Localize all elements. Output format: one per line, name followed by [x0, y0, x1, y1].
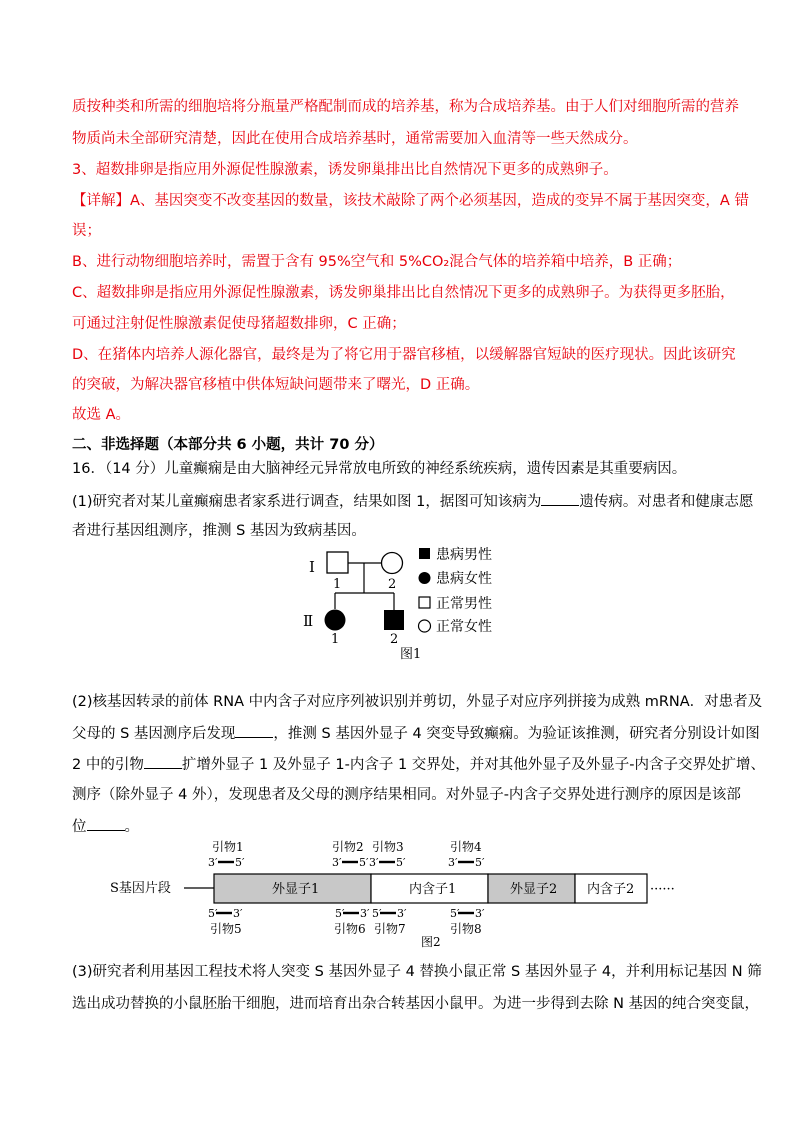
answer-line-2: 物质尚未全部研究清楚，因此在使用合成培养基时，通常需要加入血清等一些天然成分。 — [72, 131, 638, 147]
q16-part3-line1: (3)研究者利用基因工程技术将人突变 S 基因外显子 4 替换小鼠正常 S 基因外显子 4，并利用标记基因 N 筛 — [72, 964, 762, 980]
svg-text:3′: 3′ — [448, 856, 458, 869]
svg-text:5′: 5′ — [359, 856, 369, 869]
q16-part2-text-e: 位 — [72, 819, 87, 835]
q16-part1-text-b: 遗传病。对患者和健康志愿 — [579, 494, 754, 510]
primer-6 — [334, 907, 370, 936]
answer-line-10: 的突破，为解决器官移植中供体短缺问题带来了曙光，D 正确。 — [72, 377, 480, 393]
svg-text:引物4: 引物4 — [450, 840, 482, 854]
gene-segment-label: S基因片段 — [110, 881, 171, 896]
svg-text:外显子2: 外显子2 — [510, 882, 558, 897]
parent-male-normal — [327, 552, 348, 573]
figure1-caption: 图1 — [400, 647, 422, 662]
svg-text:3′: 3′ — [208, 856, 218, 869]
answer-line-11: 故选 A。 — [72, 407, 131, 423]
primer-1 — [208, 839, 245, 869]
svg-text:3′: 3′ — [233, 907, 243, 920]
detail-tag: 【详解】 — [72, 193, 130, 209]
q16-part2-line5 — [72, 816, 139, 837]
detail-text: A、基因突变不改变基因的数量，该技术敲除了两个必须基因，造成的变异不属于基因突变，A 错 — [130, 193, 749, 209]
child-male-affected — [384, 610, 404, 630]
primer-4 — [448, 839, 485, 869]
answer-line-4 — [72, 191, 749, 211]
answer-line-6: B、进行动物细胞培养时，需置于含有 95%空气和 5%CO₂混合气体的培养箱中培养，B 正确； — [72, 254, 682, 270]
svg-text:3′: 3′ — [360, 907, 370, 920]
svg-text:1: 1 — [331, 632, 340, 647]
q16-part3-line2: 选出成功替换的小鼠胚胎干细胞，进而培育出杂合转基因小鼠甲。为进一步得到去除 N 基因的纯合突变鼠， — [72, 996, 760, 1012]
primer-7 — [372, 907, 407, 936]
legend-normal-female: 正常女性 — [436, 619, 492, 635]
primer-2 — [332, 839, 369, 869]
q16-part1-line1 — [72, 491, 753, 512]
svg-text:引物6: 引物6 — [334, 922, 366, 936]
svg-text:3′: 3′ — [332, 856, 342, 869]
q16-part2-text-f: 。 — [124, 819, 139, 835]
answer-line-5: 误； — [72, 223, 101, 239]
svg-text:5′: 5′ — [335, 907, 345, 920]
svg-text:2: 2 — [388, 577, 397, 592]
q16-part2-text-a: 父母的 S 基因测序后发现 — [72, 726, 236, 742]
svg-text:5′: 5′ — [396, 856, 406, 869]
primer-3 — [369, 839, 406, 869]
legend-affected-male: 患病男性 — [436, 547, 492, 563]
answer-line-7: C、超数排卵是指应用外源促性腺激素，诱发卵巢排出比自然情况下更多的成熟卵子。为获得更多胚胎， — [72, 285, 735, 301]
primer-8 — [450, 907, 485, 936]
svg-text:5′: 5′ — [372, 907, 382, 920]
answer-line-9: D、在猪体内培养人源化器官，最终是为了将它用于器官移植，以缓解器官短缺的医疗现状。因此该研究 — [72, 347, 736, 363]
q16-part2-line4: 测序（除外显子 4 外），发现患者及父母的测序结果相同。对外显子-内含子交界处进行测序的原因是该部 — [72, 787, 741, 803]
answer-blank[interactable] — [541, 491, 579, 506]
answer-line-1: 质按种类和所需的细胞培将分瓶量严格配制而成的培养基，称为合成培养基。由于人们对细胞所需的营养 — [72, 99, 739, 115]
q16-part2-text-c: 2 中的引物 — [72, 757, 144, 773]
svg-text:引物8: 引物8 — [450, 922, 482, 936]
q16-part1-text-a: (1)研究者对某儿童癫痫患者家系进行调查，结果如图 1，据图可知该病为 — [72, 494, 542, 510]
svg-text:3′: 3′ — [475, 907, 485, 920]
continuation-ellipsis: ······ — [650, 882, 675, 897]
q16-part2-line1: (2)核基因转录的前体 RNA 中内含子对应序列被识别并剪切，外显子对应序列拼接为成熟 mRNA．对患者及 — [72, 694, 763, 710]
answer-line-3: 3、超数排卵是指应用外源促性腺激素，诱发卵巢排出比自然情况下更多的成熟卵子。 — [72, 162, 618, 178]
svg-text:引物5: 引物5 — [210, 922, 242, 936]
svg-text:引物7: 引物7 — [374, 922, 406, 936]
svg-text:5′: 5′ — [208, 907, 218, 920]
generation-II-label: Ⅱ — [303, 612, 314, 630]
legend-normal-male: 正常男性 — [436, 596, 492, 612]
q16-part2-line3 — [72, 754, 765, 775]
parent-female-normal — [382, 553, 403, 574]
svg-text:1: 1 — [333, 577, 342, 592]
legend-affected-female: 患病女性 — [436, 571, 492, 587]
svg-text:5′: 5′ — [475, 856, 485, 869]
answer-blank[interactable] — [235, 723, 273, 738]
answer-line-8: 可通过注射促性腺激素促使母猪超数排卵，C 正确； — [72, 316, 406, 332]
svg-text:外显子1: 外显子1 — [272, 882, 320, 897]
q16-part2-line2 — [72, 723, 760, 744]
svg-text:引物3: 引物3 — [372, 840, 404, 854]
primer-5 — [208, 907, 243, 936]
child-female-affected — [325, 610, 346, 631]
figure2-caption: 图2 — [421, 935, 441, 949]
q16-part2-text-b: ，推测 S 基因外显子 4 突变导致癫痫。为验证该推测，研究者分别设计如图 — [273, 726, 760, 742]
svg-text:引物1: 引物1 — [212, 840, 244, 854]
svg-text:内含子2: 内含子2 — [587, 882, 635, 897]
svg-text:3′: 3′ — [369, 856, 379, 869]
figure1-pedigree — [295, 540, 510, 665]
figure2-gene-diagram — [110, 838, 690, 953]
answer-blank[interactable] — [144, 754, 182, 769]
svg-text:内含子1: 内含子1 — [409, 882, 457, 897]
svg-text:2: 2 — [390, 632, 399, 647]
svg-text:3′: 3′ — [397, 907, 407, 920]
generation-I-label: I — [309, 558, 315, 576]
q16-intro: 16．（14 分）儿童癫痫是由大脑神经元异常放电所致的神经系统疾病，遗传因素是其重要病因。 — [72, 461, 687, 477]
svg-text:5′: 5′ — [450, 907, 460, 920]
section-heading: 二、非选择题（本部分共 6 小题，共计 70 分） — [72, 437, 384, 453]
q16-part1-line2: 者进行基因组测序，推测 S 基因为致病基因。 — [72, 523, 366, 539]
q16-part2-text-d: 扩增外显子 1 及外显子 1-内含子 1 交界处，并对其他外显子及外显子-内含子交界处扩增、 — [181, 757, 766, 773]
svg-text:引物2: 引物2 — [332, 840, 364, 854]
svg-text:5′: 5′ — [235, 856, 245, 869]
answer-blank[interactable] — [87, 816, 125, 831]
